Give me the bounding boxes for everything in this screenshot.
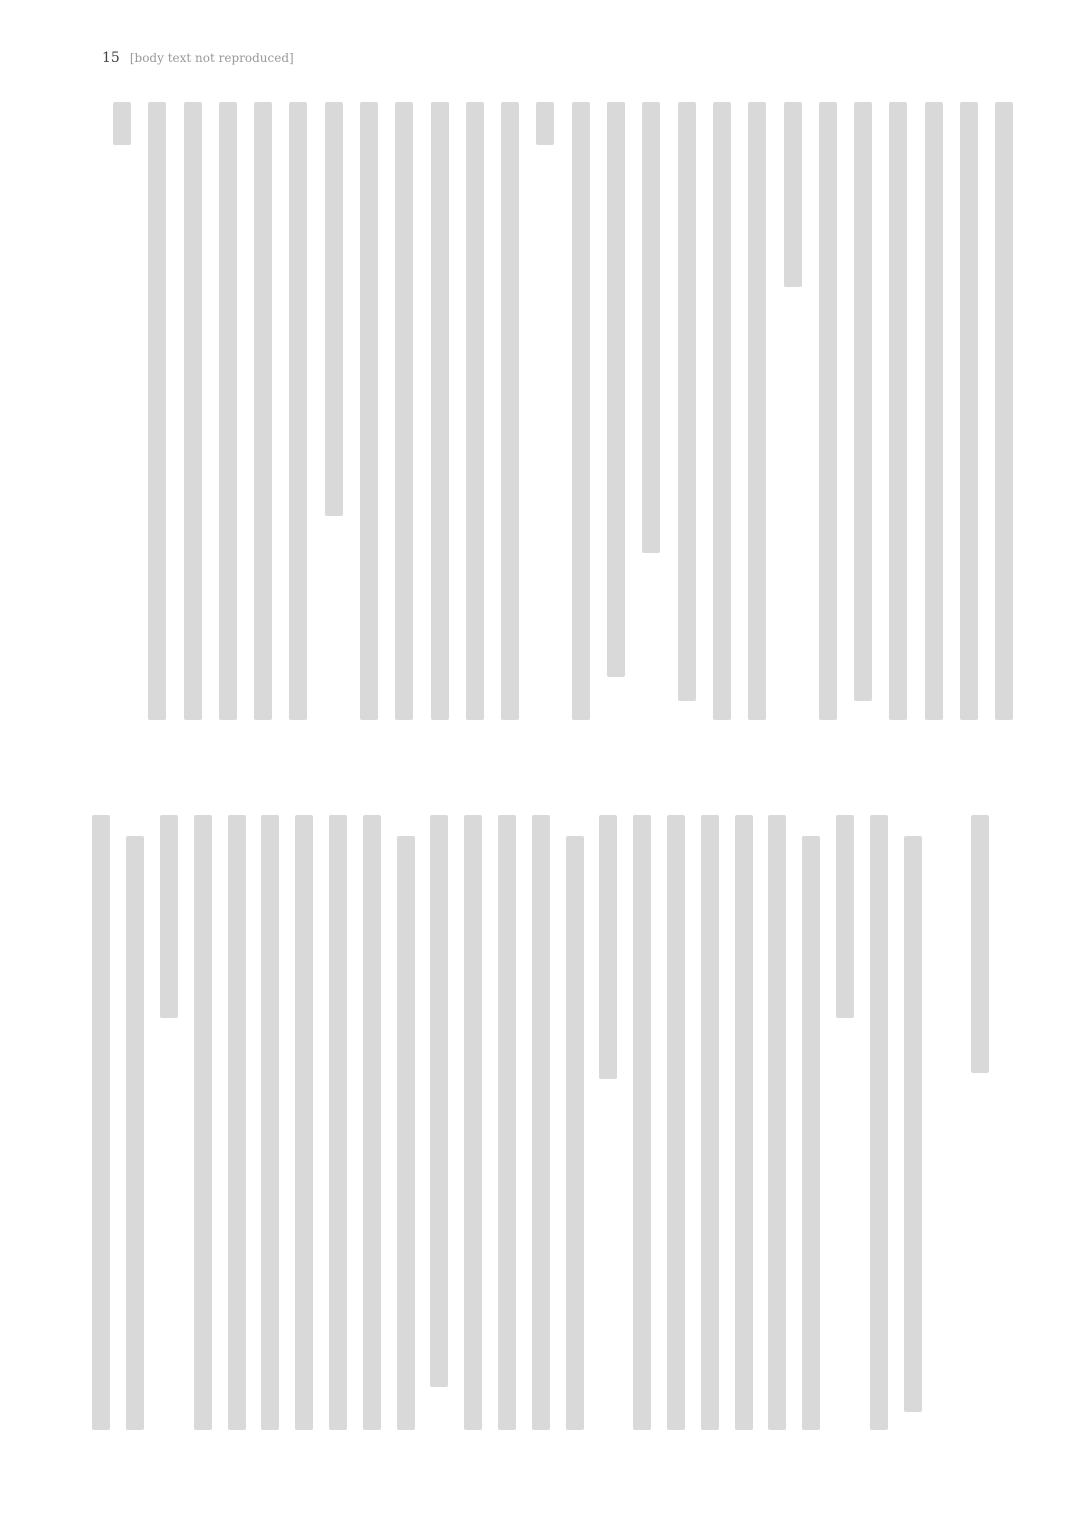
redacted-line-bar [536,102,554,145]
redacted-line-bar [395,102,413,720]
redacted-line-bar [768,815,786,1430]
redacted-line-bar [735,815,753,1430]
redacted-line-bar [148,102,166,720]
text-line [846,102,881,722]
redacted-line-bar [566,836,584,1430]
redacted-line-bar [854,102,872,701]
text-line [253,815,287,1435]
redacted-line-bar [889,102,907,720]
redacted-line-bar [642,102,660,553]
redacted-line-bar [678,102,696,701]
text-line [104,102,139,722]
redacted-line-bar [295,815,313,1430]
redacted-line-bar [289,102,307,720]
body-text-bottom-block [84,815,997,1435]
text-line [775,102,810,722]
redacted-line-bar [748,102,766,720]
text-line [456,815,490,1435]
text-line [175,102,210,722]
text-line [245,102,280,722]
text-line [220,815,254,1435]
text-line [387,102,422,722]
redacted-line-bar [160,815,178,1018]
redacted-line-bar [870,815,888,1430]
text-line [704,102,739,722]
redacted-line-bar [397,836,415,1430]
text-line [598,102,633,722]
redacted-line-bar [633,815,651,1430]
redacted-line-bar [466,102,484,720]
redacted-line-bar [713,102,731,720]
redacted-line-bar [667,815,685,1430]
text-line [896,815,930,1435]
redacted-line-bar [464,815,482,1430]
text-line [693,815,727,1435]
text-line [862,815,896,1435]
redacted-line-bar [360,102,378,720]
page-number: 15 [102,50,120,66]
text-line [963,815,997,1435]
text-line [740,102,775,722]
redacted-line-bar [532,815,550,1430]
text-line [84,815,118,1435]
text-line [528,102,563,722]
redacted-line-bar [572,102,590,720]
text-line [316,102,351,722]
redaction-note: [body text not reproduced] [129,51,294,65]
redacted-line-bar [325,102,343,516]
redacted-line-bar [194,815,212,1430]
text-line [794,815,828,1435]
running-header [102,50,294,66]
redacted-line-bar [701,815,719,1430]
redacted-line-bar [184,102,202,720]
text-line [321,815,355,1435]
text-line [591,815,625,1435]
text-line [558,815,592,1435]
text-line [810,102,845,722]
text-line [457,102,492,722]
text-line [760,815,794,1435]
redacted-line-bar [254,102,272,720]
redacted-line-bar [819,102,837,720]
text-line [634,102,669,722]
text-line [563,102,598,722]
text-line [524,815,558,1435]
redacted-line-bar [960,102,978,720]
text-line [281,102,316,722]
redacted-line-bar [329,815,347,1430]
text-line [355,815,389,1435]
text-line [118,815,152,1435]
text-line [422,815,456,1435]
redacted-line-bar [498,815,516,1430]
text-line [987,102,1022,722]
redacted-line-bar [92,815,110,1430]
text-line [929,815,963,1435]
redacted-line-bar [971,815,989,1073]
redacted-line-bar [113,102,131,145]
text-line [186,815,220,1435]
redacted-line-bar [501,102,519,720]
redacted-line-bar [802,836,820,1430]
redacted-line-bar [219,102,237,720]
redacted-line-bar [228,815,246,1430]
redacted-line-bar [430,815,448,1387]
text-line [422,102,457,722]
text-line [659,815,693,1435]
text-line [669,102,704,722]
text-line [351,102,386,722]
text-line [493,102,528,722]
redacted-line-bar [126,836,144,1430]
text-line [881,102,916,722]
text-line [210,102,245,722]
text-line [152,815,186,1435]
text-line [828,815,862,1435]
redacted-line-bar [784,102,802,287]
redacted-line-bar [904,836,922,1412]
text-line [140,102,175,722]
text-line [389,815,423,1435]
redacted-line-bar [599,815,617,1079]
redacted-line-bar [261,815,279,1430]
text-line [625,815,659,1435]
redacted-line-bar [607,102,625,677]
redacted-line-bar [836,815,854,1018]
redacted-line-bar [363,815,381,1430]
text-line [490,815,524,1435]
text-line [287,815,321,1435]
redacted-line-bar [431,102,449,720]
redacted-line-bar [995,102,1013,720]
text-line [916,102,951,722]
text-line [951,102,986,722]
body-text-top-block [104,102,1022,722]
redacted-line-bar [925,102,943,720]
text-line [727,815,761,1435]
